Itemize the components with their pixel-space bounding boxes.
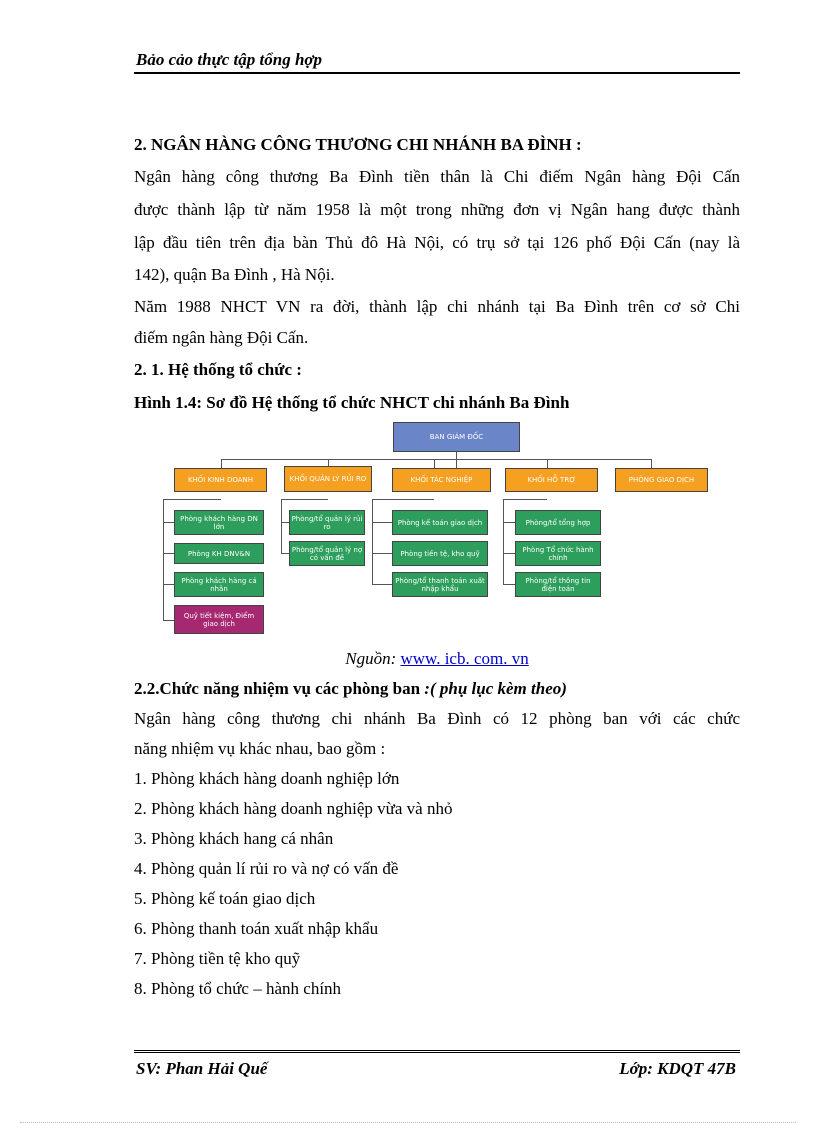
list-item: 7. Phòng tiền tệ kho quỹ (134, 949, 301, 968)
list-item: 8. Phòng tổ chức – hành chính (134, 979, 342, 998)
header-title: Bảo cảo thực tập tổng hợp (136, 50, 323, 69)
footer-student: SV: Phan Hải Quế (136, 1059, 268, 1078)
footer-class: Lớp: KDQT 47B (619, 1059, 736, 1078)
org-box-personal: Phòng khách hàng cá nhân (174, 572, 264, 597)
org-box-business-block: KHỐI KINH DOANH (174, 468, 267, 492)
figure-source (134, 648, 740, 670)
source-label: Nguồn: (345, 649, 397, 668)
org-box-transaction-office: PHÒNG GIAO DỊCH (615, 468, 708, 492)
list-item: 1. Phòng khách hàng doanh nghiệp lớn (134, 769, 400, 788)
subheading-functions-text: 2.2.Chức năng nhiệm vụ các phòng ban (134, 679, 421, 698)
org-box-support-block: KHỐI HỖ TRỢ (505, 468, 598, 492)
org-box-operation-block: KHỐI TÁC NGHIỆP (392, 468, 491, 492)
org-box-general: Phòng/tổ tổng hợp (515, 510, 601, 535)
org-box-treasury: Phòng tiền tệ, kho quỹ (392, 541, 488, 566)
para3-line2: năng nhiệm vụ khác nhau, bao gồm : (134, 739, 386, 758)
source-link[interactable]: www. icb. com. vn (400, 649, 529, 668)
subheading-org-system: 2. 1. Hệ thống tổ chức : (134, 360, 302, 379)
list-item: 2. Phòng khách hàng doanh nghiệp vừa và nhỏ (134, 799, 453, 818)
org-box-problem-debt: Phòng/tổ quản lý nợ có vấn đề (289, 541, 365, 566)
para1-line3: lập đầu tiên trên địa bàn Thủ đô Hà Nội, có trụ sở tại 126 phố Đội Cấn (nay là (134, 233, 740, 252)
para2-line1: Năm 1988 NHCT VN ra đời, thành lập chi nhánh tại Ba Đình trên cơ sở Chi (134, 297, 740, 316)
org-box-risk-block: KHỐI QUẢN LÝ RỦI RO (284, 466, 372, 492)
list-item: 5. Phòng kế toán giao dịch (134, 889, 316, 908)
para1-line1: Ngân hàng công thương Ba Đình tiền thân là Chi điếm Ngân hàng Đội Cấn (134, 167, 740, 186)
para3-line1: Ngân hàng công thương chi nhánh Ba Đình có 12 phòng ban với các chức (134, 709, 740, 728)
figure-title: Hình 1.4: Sơ đồ Hệ thống tổ chức NHCT chi nhánh Ba Đình (134, 393, 570, 412)
org-box-sme: Phòng KH DNV&N (174, 543, 264, 564)
org-box-trade-finance: Phòng/tổ thanh toán xuất nhập khẩu (392, 572, 488, 597)
org-chart (170, 422, 743, 636)
subheading-functions-note: :( phụ lục kèm theo) (424, 679, 567, 698)
org-box-risk-mgmt: Phòng/tổ quản lý rủi ro (289, 510, 365, 535)
para1-line4: 142), quận Ba Đình , Hà Nội. (134, 265, 335, 284)
page-footer (134, 1050, 740, 1083)
list-item: 3. Phòng khách hang cá nhân (134, 829, 334, 848)
org-box-savings: Quỹ tiết kiệm, Điểm giao dịch (174, 605, 264, 634)
subheading-functions (134, 678, 740, 700)
org-box-large-corp: Phòng khách hàng DN lớn (174, 510, 264, 535)
para2-line2: điếm ngân hàng Đội Cấn. (134, 328, 309, 347)
org-box-board: BAN GIÁM ĐỐC (393, 422, 520, 452)
section-heading: 2. NGÂN HÀNG CÔNG THƯƠNG CHI NHÁNH BA ĐÌNH : (134, 135, 582, 154)
org-box-hr-admin: Phòng Tổ chức hành chính (515, 541, 601, 566)
page-header (134, 50, 740, 74)
list-item: 6. Phòng thanh toán xuất nhập khẩu (134, 919, 379, 938)
list-item: 4. Phòng quản lí rủi ro và nợ có vấn đề (134, 859, 399, 878)
para1-line2: được thành lập từ năm 1958 là một trong những đơn vị Ngân hang được thành (134, 200, 740, 219)
org-box-it: Phòng/tổ thông tin điện toán (515, 572, 601, 597)
org-box-accounting: Phòng kế toán giao dịch (392, 510, 488, 535)
